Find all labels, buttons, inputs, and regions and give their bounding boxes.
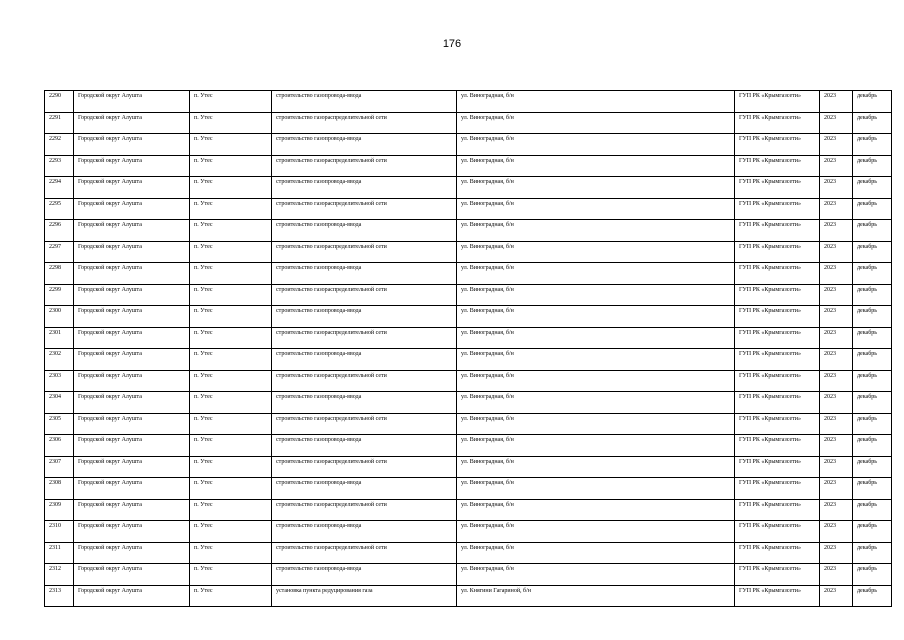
cell-district: Городской округ Алушта xyxy=(74,112,190,134)
cell-month: декабрь xyxy=(853,112,892,134)
cell-address: ул. Виноградная, б/н xyxy=(457,241,735,263)
table-row xyxy=(45,112,892,134)
cell-address: ул. Виноградная, б/н xyxy=(457,306,735,328)
cell-address: ул. Виноградная, б/н xyxy=(457,134,735,156)
cell-district: Городской округ Алушта xyxy=(74,521,190,543)
cell-work-type: строительство газораспределительной сети xyxy=(272,413,457,435)
cell-month: декабрь xyxy=(853,521,892,543)
cell-work-type: строительство газораспределительной сети xyxy=(272,499,457,521)
cell-organization: ГУП РК «Крымгазсети» xyxy=(735,284,820,306)
cell-year: 2023 xyxy=(820,327,853,349)
cell-district: Городской округ Алушта xyxy=(74,499,190,521)
cell-year: 2023 xyxy=(820,392,853,414)
cell-district: Городской округ Алушта xyxy=(74,198,190,220)
cell-month: декабрь xyxy=(853,370,892,392)
cell-settlement: п. Утес xyxy=(190,91,272,113)
cell-organization: ГУП РК «Крымгазсети» xyxy=(735,306,820,328)
cell-month: декабрь xyxy=(853,306,892,328)
cell-settlement: п. Утес xyxy=(190,456,272,478)
cell-organization: ГУП РК «Крымгазсети» xyxy=(735,435,820,457)
cell-district: Городской округ Алушта xyxy=(74,306,190,328)
cell-district: Городской округ Алушта xyxy=(74,413,190,435)
cell-address: ул. Виноградная, б/н xyxy=(457,499,735,521)
cell-work-type: строительство газораспределительной сети xyxy=(272,456,457,478)
cell-organization: ГУП РК «Крымгазсети» xyxy=(735,392,820,414)
table-row xyxy=(45,585,892,607)
cell-district: Городской округ Алушта xyxy=(74,585,190,607)
cell-organization: ГУП РК «Крымгазсети» xyxy=(735,263,820,285)
table-row xyxy=(45,392,892,414)
cell-organization: ГУП РК «Крымгазсети» xyxy=(735,241,820,263)
table-row xyxy=(45,478,892,500)
cell-month: декабрь xyxy=(853,91,892,113)
cell-row-number: 2294 xyxy=(45,177,74,199)
cell-row-number: 2298 xyxy=(45,263,74,285)
cell-work-type: установка пункта редуцирования газа xyxy=(272,585,457,607)
cell-year: 2023 xyxy=(820,134,853,156)
cell-row-number: 2303 xyxy=(45,370,74,392)
cell-month: декабрь xyxy=(853,349,892,371)
cell-work-type: строительство газораспределительной сети xyxy=(272,112,457,134)
cell-year: 2023 xyxy=(820,306,853,328)
cell-settlement: п. Утес xyxy=(190,413,272,435)
cell-year: 2023 xyxy=(820,349,853,371)
cell-work-type: строительство газораспределительной сети xyxy=(272,284,457,306)
cell-month: декабрь xyxy=(853,220,892,242)
cell-row-number: 2297 xyxy=(45,241,74,263)
cell-organization: ГУП РК «Крымгазсети» xyxy=(735,177,820,199)
cell-address: ул. Виноградная, б/н xyxy=(457,542,735,564)
cell-address: ул. Виноградная, б/н xyxy=(457,413,735,435)
cell-address: ул. Княгини Гагариной, б/н xyxy=(457,585,735,607)
cell-work-type: строительство газопровода-ввода xyxy=(272,91,457,113)
table-row xyxy=(45,198,892,220)
cell-district: Городской округ Алушта xyxy=(74,241,190,263)
cell-row-number: 2313 xyxy=(45,585,74,607)
cell-year: 2023 xyxy=(820,564,853,586)
cell-month: декабрь xyxy=(853,177,892,199)
cell-work-type: строительство газопровода-ввода xyxy=(272,220,457,242)
cell-settlement: п. Утес xyxy=(190,198,272,220)
cell-settlement: п. Утес xyxy=(190,134,272,156)
cell-year: 2023 xyxy=(820,585,853,607)
cell-year: 2023 xyxy=(820,478,853,500)
cell-year: 2023 xyxy=(820,456,853,478)
cell-work-type: строительство газопровода-ввода xyxy=(272,177,457,199)
cell-month: декабрь xyxy=(853,456,892,478)
table-row xyxy=(45,306,892,328)
cell-settlement: п. Утес xyxy=(190,241,272,263)
cell-settlement: п. Утес xyxy=(190,370,272,392)
cell-year: 2023 xyxy=(820,263,853,285)
cell-work-type: строительство газопровода-ввода xyxy=(272,392,457,414)
cell-settlement: п. Утес xyxy=(190,521,272,543)
cell-district: Городской округ Алушта xyxy=(74,284,190,306)
cell-district: Городской округ Алушта xyxy=(74,263,190,285)
cell-organization: ГУП РК «Крымгазсети» xyxy=(735,564,820,586)
cell-organization: ГУП РК «Крымгазсети» xyxy=(735,521,820,543)
table-row xyxy=(45,564,892,586)
cell-year: 2023 xyxy=(820,241,853,263)
cell-district: Городской округ Алушта xyxy=(74,155,190,177)
cell-organization: ГУП РК «Крымгазсети» xyxy=(735,220,820,242)
cell-district: Городской округ Алушта xyxy=(74,392,190,414)
cell-organization: ГУП РК «Крымгазсети» xyxy=(735,91,820,113)
table-row xyxy=(45,220,892,242)
cell-year: 2023 xyxy=(820,542,853,564)
cell-organization: ГУП РК «Крымгазсети» xyxy=(735,327,820,349)
table-row xyxy=(45,284,892,306)
cell-row-number: 2308 xyxy=(45,478,74,500)
cell-row-number: 2309 xyxy=(45,499,74,521)
cell-district: Городской округ Алушта xyxy=(74,456,190,478)
cell-address: ул. Виноградная, б/н xyxy=(457,370,735,392)
table-row xyxy=(45,177,892,199)
cell-row-number: 2305 xyxy=(45,413,74,435)
cell-address: ул. Виноградная, б/н xyxy=(457,177,735,199)
cell-row-number: 2293 xyxy=(45,155,74,177)
table-row xyxy=(45,435,892,457)
page-number: 176 xyxy=(442,38,462,50)
cell-row-number: 2311 xyxy=(45,542,74,564)
table-row xyxy=(45,241,892,263)
cell-row-number: 2300 xyxy=(45,306,74,328)
cell-work-type: строительство газораспределительной сети xyxy=(272,542,457,564)
cell-year: 2023 xyxy=(820,91,853,113)
cell-year: 2023 xyxy=(820,198,853,220)
cell-address: ул. Виноградная, б/н xyxy=(457,564,735,586)
cell-work-type: строительство газопровода-ввода xyxy=(272,263,457,285)
gas-works-table xyxy=(44,90,892,607)
cell-month: декабрь xyxy=(853,284,892,306)
table-row xyxy=(45,370,892,392)
cell-address: ул. Виноградная, б/н xyxy=(457,327,735,349)
cell-district: Городской округ Алушта xyxy=(74,370,190,392)
cell-address: ул. Виноградная, б/н xyxy=(457,521,735,543)
cell-district: Городской округ Алушта xyxy=(74,177,190,199)
table-row xyxy=(45,263,892,285)
cell-district: Городской округ Алушта xyxy=(74,564,190,586)
cell-month: декабрь xyxy=(853,564,892,586)
cell-row-number: 2302 xyxy=(45,349,74,371)
cell-row-number: 2310 xyxy=(45,521,74,543)
cell-row-number: 2306 xyxy=(45,435,74,457)
cell-address: ул. Виноградная, б/н xyxy=(457,435,735,457)
cell-settlement: п. Утес xyxy=(190,306,272,328)
cell-address: ул. Виноградная, б/н xyxy=(457,284,735,306)
cell-row-number: 2292 xyxy=(45,134,74,156)
cell-settlement: п. Утес xyxy=(190,349,272,371)
table-row xyxy=(45,349,892,371)
cell-address: ул. Виноградная, б/н xyxy=(457,91,735,113)
cell-month: декабрь xyxy=(853,327,892,349)
cell-settlement: п. Утес xyxy=(190,478,272,500)
cell-address: ул. Виноградная, б/н xyxy=(457,456,735,478)
cell-row-number: 2312 xyxy=(45,564,74,586)
cell-row-number: 2296 xyxy=(45,220,74,242)
cell-district: Городской округ Алушта xyxy=(74,134,190,156)
cell-work-type: строительство газопровода-ввода xyxy=(272,521,457,543)
cell-work-type: строительство газопровода-ввода xyxy=(272,478,457,500)
cell-settlement: п. Утес xyxy=(190,177,272,199)
cell-settlement: п. Утес xyxy=(190,112,272,134)
cell-year: 2023 xyxy=(820,435,853,457)
cell-organization: ГУП РК «Крымгазсети» xyxy=(735,134,820,156)
cell-month: декабрь xyxy=(853,435,892,457)
cell-work-type: строительство газопровода-ввода xyxy=(272,306,457,328)
cell-row-number: 2290 xyxy=(45,91,74,113)
cell-district: Городской округ Алушта xyxy=(74,220,190,242)
cell-address: ул. Виноградная, б/н xyxy=(457,220,735,242)
cell-row-number: 2291 xyxy=(45,112,74,134)
cell-row-number: 2304 xyxy=(45,392,74,414)
cell-work-type: строительство газораспределительной сети xyxy=(272,327,457,349)
cell-month: декабрь xyxy=(853,585,892,607)
table-row xyxy=(45,155,892,177)
table-row xyxy=(45,456,892,478)
cell-organization: ГУП РК «Крымгазсети» xyxy=(735,155,820,177)
cell-work-type: строительство газораспределительной сети xyxy=(272,155,457,177)
cell-address: ул. Виноградная, б/н xyxy=(457,155,735,177)
cell-district: Городской округ Алушта xyxy=(74,478,190,500)
cell-year: 2023 xyxy=(820,155,853,177)
cell-month: декабрь xyxy=(853,413,892,435)
cell-work-type: строительство газораспределительной сети xyxy=(272,241,457,263)
cell-month: декабрь xyxy=(853,241,892,263)
cell-settlement: п. Утес xyxy=(190,220,272,242)
cell-month: декабрь xyxy=(853,542,892,564)
cell-row-number: 2301 xyxy=(45,327,74,349)
cell-month: декабрь xyxy=(853,478,892,500)
cell-year: 2023 xyxy=(820,413,853,435)
cell-settlement: п. Утес xyxy=(190,155,272,177)
table-row xyxy=(45,542,892,564)
table-row xyxy=(45,521,892,543)
table-row xyxy=(45,91,892,113)
table-row xyxy=(45,413,892,435)
cell-year: 2023 xyxy=(820,284,853,306)
cell-settlement: п. Утес xyxy=(190,284,272,306)
cell-organization: ГУП РК «Крымгазсети» xyxy=(735,370,820,392)
cell-work-type: строительство газораспределительной сети xyxy=(272,370,457,392)
cell-settlement: п. Утес xyxy=(190,564,272,586)
cell-district: Городской округ Алушта xyxy=(74,349,190,371)
cell-work-type: строительство газопровода-ввода xyxy=(272,435,457,457)
cell-organization: ГУП РК «Крымгазсети» xyxy=(735,349,820,371)
cell-organization: ГУП РК «Крымгазсети» xyxy=(735,585,820,607)
cell-address: ул. Виноградная, б/н xyxy=(457,392,735,414)
table-body xyxy=(45,91,892,607)
cell-organization: ГУП РК «Крымгазсети» xyxy=(735,478,820,500)
cell-address: ул. Виноградная, б/н xyxy=(457,349,735,371)
cell-district: Городской округ Алушта xyxy=(74,435,190,457)
table-row xyxy=(45,327,892,349)
cell-settlement: п. Утес xyxy=(190,392,272,414)
cell-organization: ГУП РК «Крымгазсети» xyxy=(735,198,820,220)
cell-district: Городской округ Алушта xyxy=(74,542,190,564)
cell-address: ул. Виноградная, б/н xyxy=(457,478,735,500)
cell-year: 2023 xyxy=(820,112,853,134)
cell-work-type: строительство газопровода-ввода xyxy=(272,134,457,156)
cell-settlement: п. Утес xyxy=(190,585,272,607)
cell-row-number: 2295 xyxy=(45,198,74,220)
cell-month: декабрь xyxy=(853,263,892,285)
cell-settlement: п. Утес xyxy=(190,327,272,349)
cell-organization: ГУП РК «Крымгазсети» xyxy=(735,456,820,478)
cell-organization: ГУП РК «Крымгазсети» xyxy=(735,499,820,521)
cell-year: 2023 xyxy=(820,499,853,521)
table-row xyxy=(45,134,892,156)
cell-year: 2023 xyxy=(820,177,853,199)
cell-organization: ГУП РК «Крымгазсети» xyxy=(735,112,820,134)
cell-settlement: п. Утес xyxy=(190,542,272,564)
cell-work-type: строительство газораспределительной сети xyxy=(272,198,457,220)
cell-address: ул. Виноградная, б/н xyxy=(457,112,735,134)
cell-work-type: строительство газопровода-ввода xyxy=(272,564,457,586)
table-row xyxy=(45,499,892,521)
cell-organization: ГУП РК «Крымгазсети» xyxy=(735,413,820,435)
cell-month: декабрь xyxy=(853,134,892,156)
cell-district: Городской округ Алушта xyxy=(74,91,190,113)
cell-month: декабрь xyxy=(853,499,892,521)
cell-district: Городской округ Алушта xyxy=(74,327,190,349)
cell-settlement: п. Утес xyxy=(190,263,272,285)
cell-month: декабрь xyxy=(853,198,892,220)
cell-work-type: строительство газопровода-ввода xyxy=(272,349,457,371)
cell-month: декабрь xyxy=(853,392,892,414)
cell-year: 2023 xyxy=(820,370,853,392)
cell-row-number: 2299 xyxy=(45,284,74,306)
cell-settlement: п. Утес xyxy=(190,499,272,521)
cell-address: ул. Виноградная, б/н xyxy=(457,198,735,220)
cell-month: декабрь xyxy=(853,155,892,177)
cell-year: 2023 xyxy=(820,521,853,543)
cell-address: ул. Виноградная, б/н xyxy=(457,263,735,285)
cell-organization: ГУП РК «Крымгазсети» xyxy=(735,542,820,564)
cell-year: 2023 xyxy=(820,220,853,242)
cell-settlement: п. Утес xyxy=(190,435,272,457)
cell-row-number: 2307 xyxy=(45,456,74,478)
